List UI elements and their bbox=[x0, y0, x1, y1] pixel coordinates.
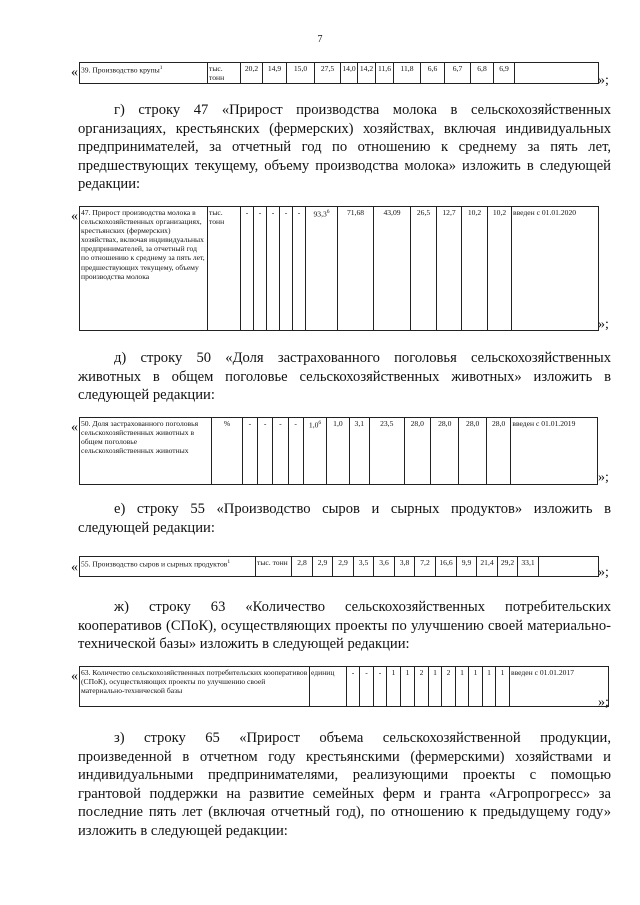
value-cell: 28,0 bbox=[486, 418, 510, 485]
value-cell: 3,6 bbox=[374, 557, 395, 577]
value-cell: 1,0 bbox=[327, 418, 349, 485]
value-cell: - bbox=[288, 418, 303, 485]
value-cell: 3,1 bbox=[349, 418, 369, 485]
row-unit: тыс. тонн bbox=[256, 557, 292, 577]
value-cell: 33,1 bbox=[518, 557, 539, 577]
table-row-39 bbox=[79, 62, 599, 84]
value-cell: 11,8 bbox=[394, 63, 421, 84]
value-cell: 7,2 bbox=[415, 557, 436, 577]
open-quote: « bbox=[71, 560, 78, 575]
value-cell: 28,0 bbox=[430, 418, 458, 485]
table-row-55 bbox=[79, 556, 599, 577]
close-quote: »; bbox=[598, 73, 609, 88]
value-cell: - bbox=[254, 207, 267, 331]
open-quote: « bbox=[71, 209, 78, 224]
close-quote: »; bbox=[598, 695, 609, 710]
value-cell: 14,0 bbox=[341, 63, 358, 84]
value-cell: - bbox=[267, 207, 280, 331]
value-cell: 3,8 bbox=[395, 557, 415, 577]
value-cell: 14,2 bbox=[358, 63, 376, 84]
row-note: введен с 01.01.2017 bbox=[510, 667, 609, 707]
row-note: введен с 01.01.2019 bbox=[511, 418, 598, 485]
value-cell: - bbox=[360, 667, 374, 707]
paragraph-g: г) строку 47 «Прирост производства молока в сельскохозяйственных организациях, крестьянских (фермерских) хозяйствах, включая индивидуальных предпринимателей, за отчетный год по отношению к среднему за пять лет, предшествующих текущему, объему производства молока» изложить в следующей редакции: bbox=[78, 102, 611, 192]
value-cell: 1 bbox=[496, 667, 510, 707]
value-cell: 2,8 bbox=[292, 557, 313, 577]
table-row-47 bbox=[79, 206, 599, 331]
value-cell: 15,0 bbox=[287, 63, 315, 84]
value-cell: - bbox=[273, 418, 288, 485]
row-unit: тыс. тонн bbox=[208, 207, 241, 331]
value-cell: 3,5 bbox=[354, 557, 374, 577]
row-unit: % bbox=[212, 418, 243, 485]
row-note: введен с 01.01.2020 bbox=[512, 207, 599, 331]
value-cell: 1 bbox=[456, 667, 469, 707]
value-cell: - bbox=[242, 418, 257, 485]
value-cell: 43,09 bbox=[374, 207, 411, 331]
row-name: 47. Прирост производства молока в сельскохозяйственных организациях, крестьянских (фермерских) хозяйствах, включая индивидуальных предпринимателей, за отчетный год по отношению к среднему за пять лет, предшествующих текущему, объему производства молока bbox=[80, 207, 208, 331]
value-cell: 9,9 bbox=[457, 557, 477, 577]
row-name: 55. Производство сыров и сырных продуктов$^1$ bbox=[80, 557, 256, 577]
paragraph-d: д) строку 50 «Доля застрахованного поголовья сельскохозяйственных животных в общем поголовье сельскохозяйственных животных» изложить в следующей редакции: bbox=[78, 350, 611, 403]
row-name: 50. Доля застрахованного поголовья сельскохозяйственных животных в общем поголовье сельскохозяйственных животных bbox=[80, 418, 212, 485]
value-cell: - bbox=[280, 207, 293, 331]
value-cell: 1 bbox=[469, 667, 483, 707]
value-cell: 2,9 bbox=[313, 557, 333, 577]
row-note bbox=[539, 557, 599, 577]
open-quote: « bbox=[71, 65, 78, 80]
value-cell: 28,0 bbox=[459, 418, 486, 485]
row-note bbox=[515, 63, 599, 84]
value-cell: 16,6 bbox=[436, 557, 457, 577]
table-row-63 bbox=[79, 666, 609, 707]
value-cell: 6,6 bbox=[421, 63, 445, 84]
value-cell: 27,5 bbox=[315, 63, 341, 84]
page-number: 7 bbox=[317, 34, 323, 45]
value-cell: 6,8 bbox=[471, 63, 494, 84]
value-cell: 1 bbox=[483, 667, 496, 707]
open-quote: « bbox=[71, 669, 78, 684]
value-cell: - bbox=[293, 207, 306, 331]
paragraph-z: з) строку 65 «Прирост объема сельскохозяйственной продукции, произведенной в отчетном году крестьянскими (фермерскими) хозяйствами и индивидуальными предпринимателями, реализующими проекты с помощью грантовой поддержки на развитие семейных ферм и гранта «Агропрогресс» за последние пять лет (включая отчетный год), по отношению к предыдущему году» изложить в следующей редакции: bbox=[78, 730, 611, 839]
value-cell: 23,5 bbox=[369, 418, 404, 485]
paragraph-zh: ж) строку 63 «Количество сельскохозяйственных потребительских кооперативов (СПоК), осуществляющих проекты по улучшению своей материально-технической базы» изложить в следующей редакции: bbox=[78, 599, 611, 652]
value-cell: - bbox=[258, 418, 273, 485]
table-row-50 bbox=[79, 417, 598, 485]
value-cell: 10,2 bbox=[488, 207, 512, 331]
value-cell: 10,2 bbox=[462, 207, 488, 331]
value-cell: 1 bbox=[429, 667, 442, 707]
close-quote: »; bbox=[598, 470, 609, 485]
value-cell: 14,9 bbox=[263, 63, 287, 84]
row-name: 63. Количество сельскохозяйственных потребительских кооперативов (СПоК), осуществляющих проекты по улучшению своей материально-технической базы bbox=[80, 667, 310, 707]
value-cell: 93,3$^6$ bbox=[306, 207, 338, 331]
value-cell: 1 bbox=[387, 667, 401, 707]
row-name: 39. Производство крупы$^1$ bbox=[80, 63, 208, 84]
value-cell: 11,6 bbox=[376, 63, 394, 84]
open-quote: « bbox=[71, 420, 78, 435]
value-cell: - bbox=[374, 667, 387, 707]
value-cell: 12,7 bbox=[437, 207, 462, 331]
value-cell: 21,4 bbox=[477, 557, 498, 577]
row-unit: единиц bbox=[310, 667, 347, 707]
row-unit: тыс. тонн bbox=[208, 63, 241, 84]
value-cell: $1,0^6$ bbox=[303, 418, 326, 485]
close-quote: »; bbox=[598, 565, 609, 580]
value-cell: 2,9 bbox=[333, 557, 354, 577]
value-cell: 20,2 bbox=[241, 63, 263, 84]
value-cell: 28,0 bbox=[404, 418, 430, 485]
value-cell: 2 bbox=[442, 667, 456, 707]
value-cell: 26,5 bbox=[411, 207, 437, 331]
value-cell: 71,68 bbox=[338, 207, 374, 331]
value-cell: 6,9 bbox=[494, 63, 515, 84]
value-cell: 29,2 bbox=[498, 557, 518, 577]
value-cell: 1 bbox=[401, 667, 415, 707]
value-cell: - bbox=[241, 207, 254, 331]
value-cell: 6,7 bbox=[445, 63, 471, 84]
value-cell: - bbox=[347, 667, 360, 707]
paragraph-e: е) строку 55 «Производство сыров и сырных продуктов» изложить в следующей редакции: bbox=[78, 501, 611, 536]
value-cell: 2 bbox=[415, 667, 429, 707]
close-quote: »; bbox=[598, 317, 609, 332]
